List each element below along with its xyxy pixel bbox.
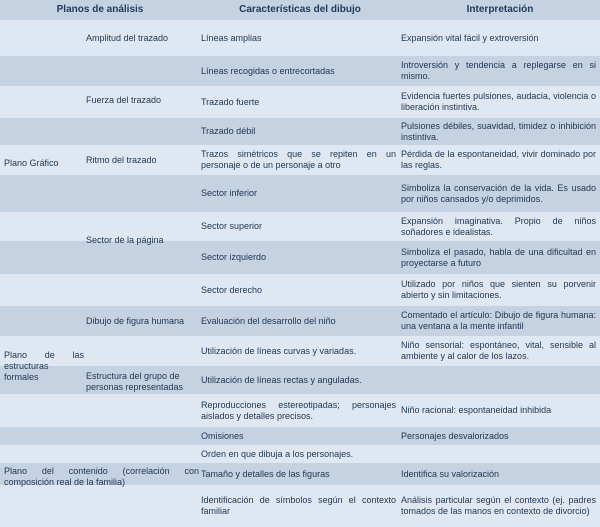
caracteristica: Sector inferior [201,188,258,198]
caracteristica: Sector derecho [201,284,263,295]
interpretacion: Niño racional: espontaneidad inhibida [401,405,552,415]
sub-ritmo: Ritmo del trazado [86,154,157,165]
caracteristica: Trazos simétricos que se repiten en un personaje o de un personaje a otro [201,149,396,170]
caracteristica: Identificación de símbolos según el contexto familiar [201,495,396,516]
caracteristica: Reproducciones estereotipadas; personajes aislados y detalles precisos. [201,399,396,421]
plano-contenido: Plano del contenido (correlación con composición real de la familia) [4,466,199,487]
caracteristica: Utilización de líneas curvas y variadas. [201,345,357,356]
interpretacion: Comentado el artículo: Dibujo de figura humana: una ventana a la mente infantil [401,310,596,331]
caracteristica: Sector superior [201,221,263,231]
caracteristica: Utilización de líneas rectas y anguladas. [201,374,362,385]
sub-estructura-grupo: Estructura del grupo de personas representadas [86,370,184,392]
interpretacion: Pérdida de la espontaneidad, vivir dominado por las reglas. [401,149,596,170]
caracteristica: Orden en que dibuja a los personajes. [201,448,354,459]
caracteristica: Trazado débil [201,126,256,136]
interpretacion: Niño sensorial: espontáneo, vital, sensible al ambiente y al calor de los lazos. [401,340,596,361]
interpretacion: Evidencia fuertes pulsiones, audacia, violencia o liberación instintiva. [401,91,596,112]
interpretacion: Identifica su valorización [401,468,500,479]
interpretacion: Pulsiones débiles, suavidad, timidez o inhibición instintiva. [401,120,596,142]
caracteristica: Líneas recogidas o entrecortadas [201,65,335,76]
header-planos: Planos de análisis [56,4,144,15]
caracteristica: Omisiones [201,430,244,441]
interpretacion: Expansión vital fácil y extroversión [401,32,539,43]
sub-figura-humana: Dibujo de figura humana [86,315,185,326]
interpretacion: Expansión imaginativa. Propio de niños soñadores e idealistas. [401,215,596,237]
caracteristica: Sector izquierdo [201,252,267,262]
caracteristica: Líneas amplias [201,32,262,43]
interpretacion: Simboliza la conservación de la vida. Es usado por niños cansados y/o deprimidos. [401,182,596,204]
interpretacion: Introversión y tendencia a replegarse en si mismo. [401,60,596,81]
caracteristica: Evaluación del desarrollo del niño [201,315,336,326]
interpretacion: Simboliza el pasado, habla de una dificultad en proyectarse a futuro [401,246,596,268]
sub-fuerza: Fuerza del trazado [86,95,162,105]
interpretacion: Análisis particular según el contexto (ej. padres tomados de las manos en contexto de divorcio) [401,495,596,516]
interpretacion [401,445,596,463]
plano-estructuras: Plano de las estructuras formales [4,350,84,382]
interpretacion: Utilizado por niños que sienten su porvenir abierto y sin limitaciones. [401,279,596,300]
caracteristica: Tamaño y detalles de las figuras [201,468,330,479]
sub-sector: Sector de la página [86,235,164,245]
interpretacion [401,366,596,394]
header-interpretacion: Interpretación [466,4,534,15]
plano-grafico: Plano Gráfico [4,157,59,168]
header-caracteristicas: Características del dibujo [239,4,361,15]
caracteristica: Trazado fuerte [201,96,260,107]
sub-amplitud: Amplitud del trazado [86,32,169,43]
interpretacion: Personajes desvalorizados [401,430,509,441]
